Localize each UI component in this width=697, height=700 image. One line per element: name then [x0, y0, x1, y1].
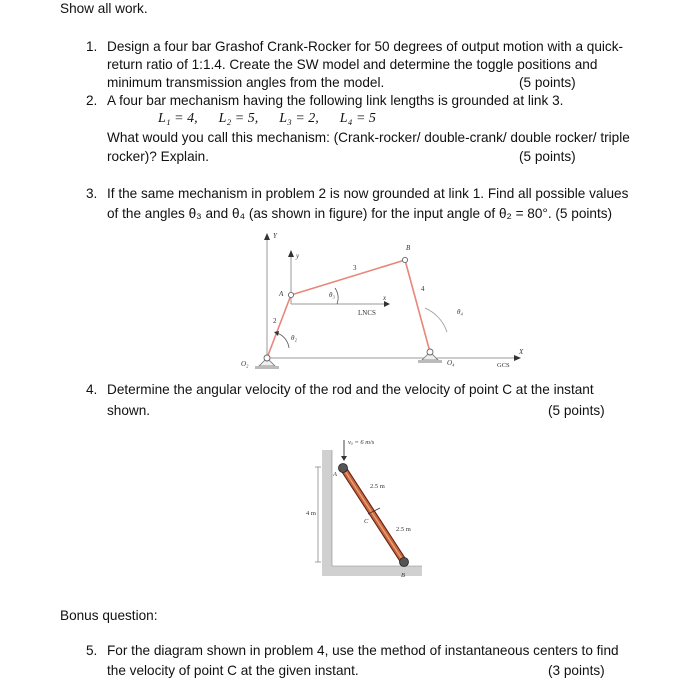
theta2-label: θ₂ — [291, 334, 297, 342]
problem-1-line-1: Design a four bar Grashof Crank-Rocker for 50 degrees of output motion with a quick- — [107, 39, 624, 54]
problem-4-line-1: Determine the angular velocity of the rod and the velocity of point C at the instant — [107, 382, 594, 397]
problem-3-line-2: of the angles θ₃ and θ₄ (as shown in figure) for the input angle of θ₂ = 80°. (5 points) — [107, 206, 613, 221]
label-o2: O₂ — [241, 360, 249, 368]
local-y-arrow — [288, 250, 294, 257]
floor — [322, 566, 422, 576]
problem-2-line-3: What would you call this mechanism: (Crank-rocker/ double-crank/ double rocker/ triple — [107, 130, 630, 145]
lncs-label: LNCS — [358, 309, 376, 317]
label-link-4: 4 — [421, 285, 425, 293]
label-link-3: 3 — [353, 264, 357, 272]
problem-1-line-3: minimum transmission angles from the model. — [107, 75, 385, 90]
problem-4-number: 4. — [86, 382, 98, 397]
problem-1-number: 1. — [86, 39, 98, 54]
bonus-title: Bonus question: — [60, 608, 158, 623]
link-4 — [405, 260, 430, 352]
header: Show all work. — [60, 1, 148, 16]
problem-5-line-2: the velocity of point C at the given instant. — [107, 663, 359, 678]
local-y-label: y — [296, 252, 300, 260]
theta3-arc — [335, 288, 338, 304]
problem-2-points: (5 points) — [519, 149, 576, 164]
global-y-label: Y — [273, 232, 277, 240]
four-bar-linkage-figure — [225, 228, 535, 374]
label-gcs: GCS — [497, 362, 510, 369]
theta3-label: θ₃ — [329, 291, 335, 299]
label-o4: O₄ — [447, 359, 455, 367]
global-y-arrow — [264, 233, 270, 240]
problem-3-number: 3. — [86, 186, 98, 201]
problem-1-line-2: return ratio of 1:1.4. Create the SW model and determine the toggle positions and — [107, 57, 598, 72]
theta4-arc — [425, 308, 447, 332]
roller-b — [400, 558, 409, 567]
local-x-label: x — [383, 294, 387, 302]
theta4-label: θ₄ — [457, 308, 463, 316]
ground-support-o4 — [418, 349, 442, 363]
label-link-2: 2 — [273, 317, 277, 325]
sliding-rod-figure — [300, 430, 440, 580]
problem-4-points: (5 points) — [548, 403, 605, 418]
link-2 — [267, 295, 291, 358]
problem-2-link-lengths: L₁ = 4, L₂ = 5, L₃ = 2, L₄ = 5 — [158, 111, 376, 126]
label-b: B — [406, 244, 411, 252]
link-3 — [291, 260, 405, 295]
label-length-bottom: 2.5 m — [396, 526, 411, 533]
pin-b — [402, 257, 407, 262]
global-x-label: X — [519, 348, 524, 356]
label-b: B — [401, 572, 405, 579]
velocity-label: vₐ = 6 m/s — [348, 439, 375, 446]
problem-2-line-4: rocker)? Explain. — [107, 149, 209, 164]
label-a: A — [279, 290, 284, 298]
theta2-arc — [277, 333, 289, 348]
wall — [322, 450, 332, 575]
problem-1-points: (5 points) — [519, 75, 576, 90]
ground-support-o2 — [255, 355, 279, 369]
label-length-top: 2.5 m — [370, 483, 385, 490]
problem-5-line-1: For the diagram shown in problem 4, use the method of instantaneous centers to find — [107, 643, 619, 658]
problem-2-line-1: A four bar mechanism having the following link lengths is grounded at link 3. — [107, 93, 564, 108]
problem-4-line-2: shown. — [107, 403, 151, 418]
height-label: 4 m — [306, 510, 316, 517]
roller-a — [339, 464, 348, 473]
problem-3-line-1: If the same mechanism in problem 2 is now grounded at link 1. Find all possible values — [107, 186, 629, 201]
problem-5-points: (3 points) — [548, 663, 605, 678]
pin-a — [288, 292, 293, 297]
label-c: C — [364, 518, 369, 525]
problem-5-number: 5. — [86, 643, 98, 658]
problem-2-number: 2. — [86, 93, 98, 108]
label-a: A — [333, 471, 337, 478]
